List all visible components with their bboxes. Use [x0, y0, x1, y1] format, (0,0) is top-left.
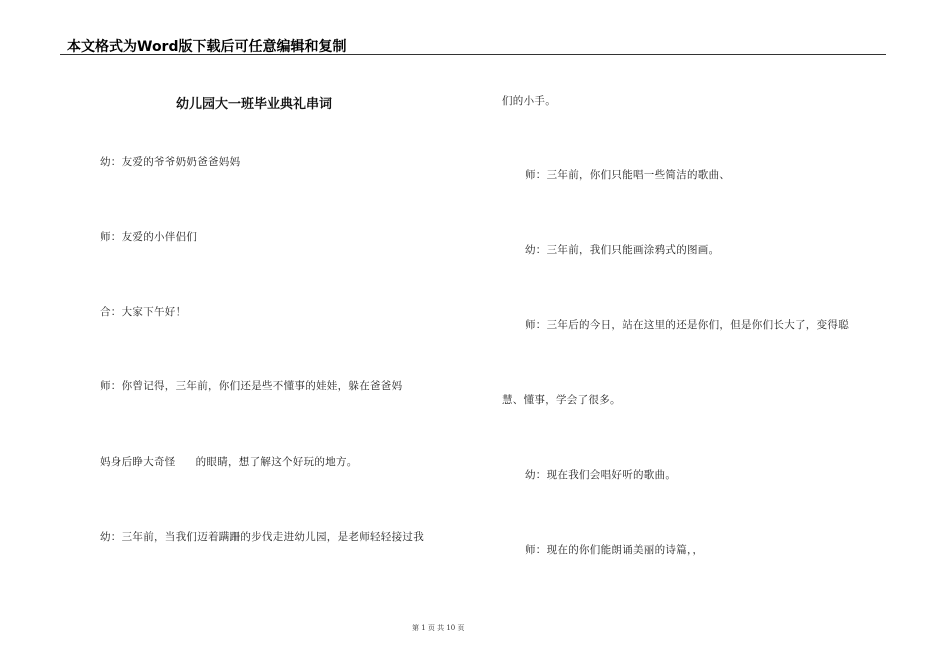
left-line-1: 幼：友爱的爷爷奶奶爸爸妈妈	[100, 156, 241, 168]
document-title: 幼儿园大一班毕业典礼串词	[176, 97, 333, 112]
right-line-7: 师：现在的你们能朗诵美丽的诗篇，，	[525, 544, 704, 556]
left-line-2: 师：友爱的小伴侣们	[100, 231, 198, 243]
right-line-6: 幼：现在我们会唱好听的歌曲。	[525, 469, 677, 481]
right-line-4: 师：三年后的今日，站在这里的还是你们，但是你们长大了，变得聪	[525, 319, 849, 331]
header-title: 本文格式为Word版下载后可任意编辑和复制	[67, 39, 347, 55]
right-line-3: 幼：三年前，我们只能画涂鸦式的图画。	[525, 244, 720, 256]
left-line-4: 师：你曾记得，三年前，你们还是些不懂事的娃娃，躲在爸爸妈	[100, 380, 403, 392]
left-line-5	[100, 454, 358, 469]
header-divider	[60, 54, 886, 55]
left-line-3: 合：大家下午好！	[100, 306, 187, 318]
right-line-1: 们的小手。	[502, 95, 556, 107]
left-line-6: 幼：三年前，当我们迈着蹒跚的步伐走进幼儿园，是老师轻轻接过我	[100, 531, 424, 543]
page-number: 第 1 页 共 10 页	[412, 624, 465, 632]
right-line-5: 慧、懂事，学会了很多。	[502, 394, 621, 406]
right-line-2: 师：三年前，你们只能唱一些简洁的歌曲、	[525, 169, 731, 181]
left-line-5a: 妈身后睁大奇怪	[100, 456, 176, 468]
left-line-5b: 的眼睛，想了解这个好玩的地方。	[195, 456, 358, 468]
